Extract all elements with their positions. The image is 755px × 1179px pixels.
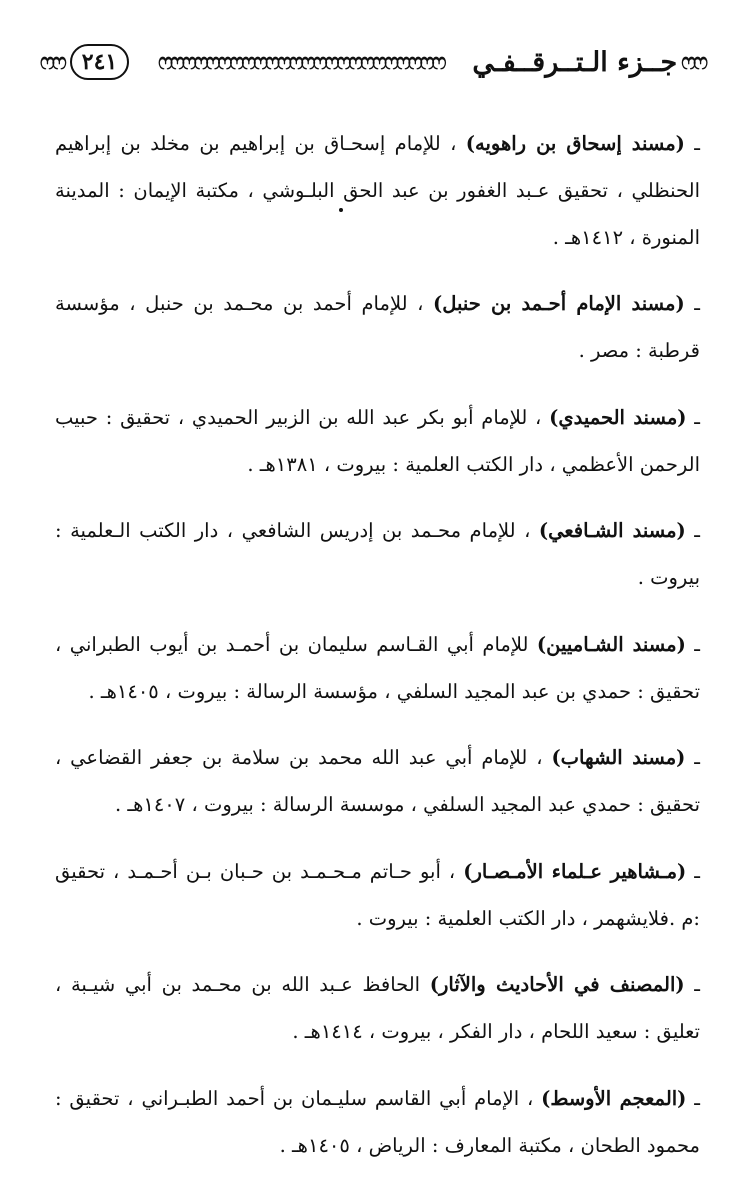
ornament-band: ෆෆෆෆෆෆෆෆෆෆෆෆෆෆෆෆෆෆෆෆෆෆෆෆ [158, 49, 444, 75]
bibliography-entry: ـ (مسند الشـاميين) للإمام أبي القـاسم سليمان بن أحمـد بن أيوب الطبراني ، تحقيق : حمدي بن عبد المجيد السلفي ، مؤسسة الرسالة : بيروت ، ١٤٠٥هـ . [55, 632, 701, 703]
bibliography-entry: ـ (مسند إسحاق بن راهويه) ، للإمام إسحـاق بن إبراهيم بن مخلد بن إبراهيم الحنظلي ، تحقيق عـبد الغفور بن عبد الحق البلـوشي ، مكتبة الإيمان : المدينة المنورة ، ١٤١٢هـ . [55, 131, 701, 249]
entry-text: ، أبو حـاتم مـحـمـد بن حـبان بـن أحـمـد ، تحقيق :م .فلايشهمر ، دار الكتب العلمية : بيروت . [55, 859, 700, 930]
entry-text: ، للإمام أبي عبد الله محمد بن سلامة بن جعفر القضاعي ، تحقيق : حمدي عبد المجيد السلفي ، موسسة الرسالة : بيروت ، ١٤٠٧هـ . [55, 746, 700, 816]
bibliography-entry: ـ (مسند الحميدي) ، للإمام أبو بكر عبد الله بن الزبير الحميدي ، تحقيق : حبيب الرحمن الأعظمي ، دار الكتب العلمية : بيروت ، ١٣٨١هـ . [55, 405, 700, 476]
entry-title: (مـشاهير عـلماء الأمـصـار) [463, 859, 687, 883]
entry-title: (مسند الحميدي) [549, 405, 687, 429]
bibliography-entry: ـ (مـشاهير عـلماء الأمـصـار) ، أبو حـاتم مـحـمـد بن حـبان بـن أحـمـد ، تحقيق :م .فلايشهمر ، دار الكتب العلمية : بيروت . [55, 859, 701, 930]
stray-dot [339, 208, 343, 212]
entry-title: (مسند الشهاب) [551, 746, 686, 769]
entry-title: (مسند إسحاق بن راهويه) [465, 131, 685, 155]
bibliography-list [55, 100, 700, 1179]
page-number: ٢٤١ [70, 44, 129, 80]
bibliography-entry: ـ (مسند الشـافعي) ، للإمام محـمد بن إدريس الشافعي ، دار الكتب الـعلمية : بيروت . [55, 519, 700, 589]
running-title: جــزء الـتــرقــفـي [472, 46, 678, 78]
entry-text: للإمام أبي القـاسم سليمان بن أحمـد بن أيوب الطبراني ، تحقيق : حمدي بن عبد المجيد السلفي ، مؤسسة الرسالة : بيروت ، ١٤٠٥هـ . [55, 632, 700, 703]
bibliography-entry: ـ (المصنف في الأحاديث والآثار) الحافظ عـبد الله بن محـمد بن أبي شيـبة ، تعليق : سعيد اللحام ، دار الفكر ، بيروت ، ١٤١٤هـ . [55, 973, 700, 1043]
page-header [40, 40, 705, 84]
entry-title: (مسند الإمام أحـمد بن حنبل) [433, 292, 685, 315]
entry-title: (مسند الشـاميين) [536, 632, 686, 656]
entry-title: (المصنف في الأحاديث والآثار) [429, 973, 685, 996]
entry-title: (مسند الشـافعي) [538, 519, 686, 542]
entry-title: (المعجم الأوسط) [541, 1086, 687, 1110]
entry-text: الحافظ عـبد الله بن محـمد بن أبي شيـبة ، تعليق : سعيد اللحام ، دار الفكر ، بيروت ، ١٤١٤هـ . [55, 973, 700, 1043]
ornament-left: ෆෆ [40, 49, 64, 75]
entry-text: ، للإمام إسحـاق بن إبراهيم بن مخلد بن إبراهيم الحنظلي ، تحقيق عـبد الغفور بن عبد الحق البلـوشي ، مكتبة الإيمان : المدينة المنورة ، ١٤١٢هـ . [55, 131, 700, 249]
ornament-right: ෆෆ [681, 49, 705, 75]
entry-text: ، للإمام أبو بكر عبد الله بن الزبير الحميدي ، تحقيق : حبيب الرحمن الأعظمي ، دار الكتب العلمية : بيروت ، ١٣٨١هـ . [55, 405, 700, 476]
bibliography-entry: ـ (المعجم الأوسط) ، الإمام أبي القاسم سليـمان بن أحمد الطبـراني ، تحقيق : محمود الطحان ، مكتبة المعارف : الرياض ، ١٤٠٥هـ . [55, 1086, 700, 1157]
entry-text: ، للإمام أحمد بن محـمد بن حنبل ، مؤسسة قرطبة : مصر . [55, 292, 700, 362]
bibliography-entry: ـ (مسند الإمام أحـمد بن حنبل) ، للإمام أحمد بن محـمد بن حنبل ، مؤسسة قرطبة : مصر . [55, 292, 700, 362]
entry-text: ، الإمام أبي القاسم سليـمان بن أحمد الطبـراني ، تحقيق : محمود الطحان ، مكتبة المعارف : الرياض ، ١٤٠٥هـ . [55, 1086, 700, 1157]
bibliography-entry: ـ (مسند الشهاب) ، للإمام أبي عبد الله محمد بن سلامة بن جعفر القضاعي ، تحقيق : حمدي عبد المجيد السلفي ، موسسة الرسالة : بيروت ، ١٤٠٧هـ . [55, 746, 700, 816]
entry-text: ، للإمام محـمد بن إدريس الشافعي ، دار الكتب الـعلمية : بيروت . [55, 519, 700, 589]
